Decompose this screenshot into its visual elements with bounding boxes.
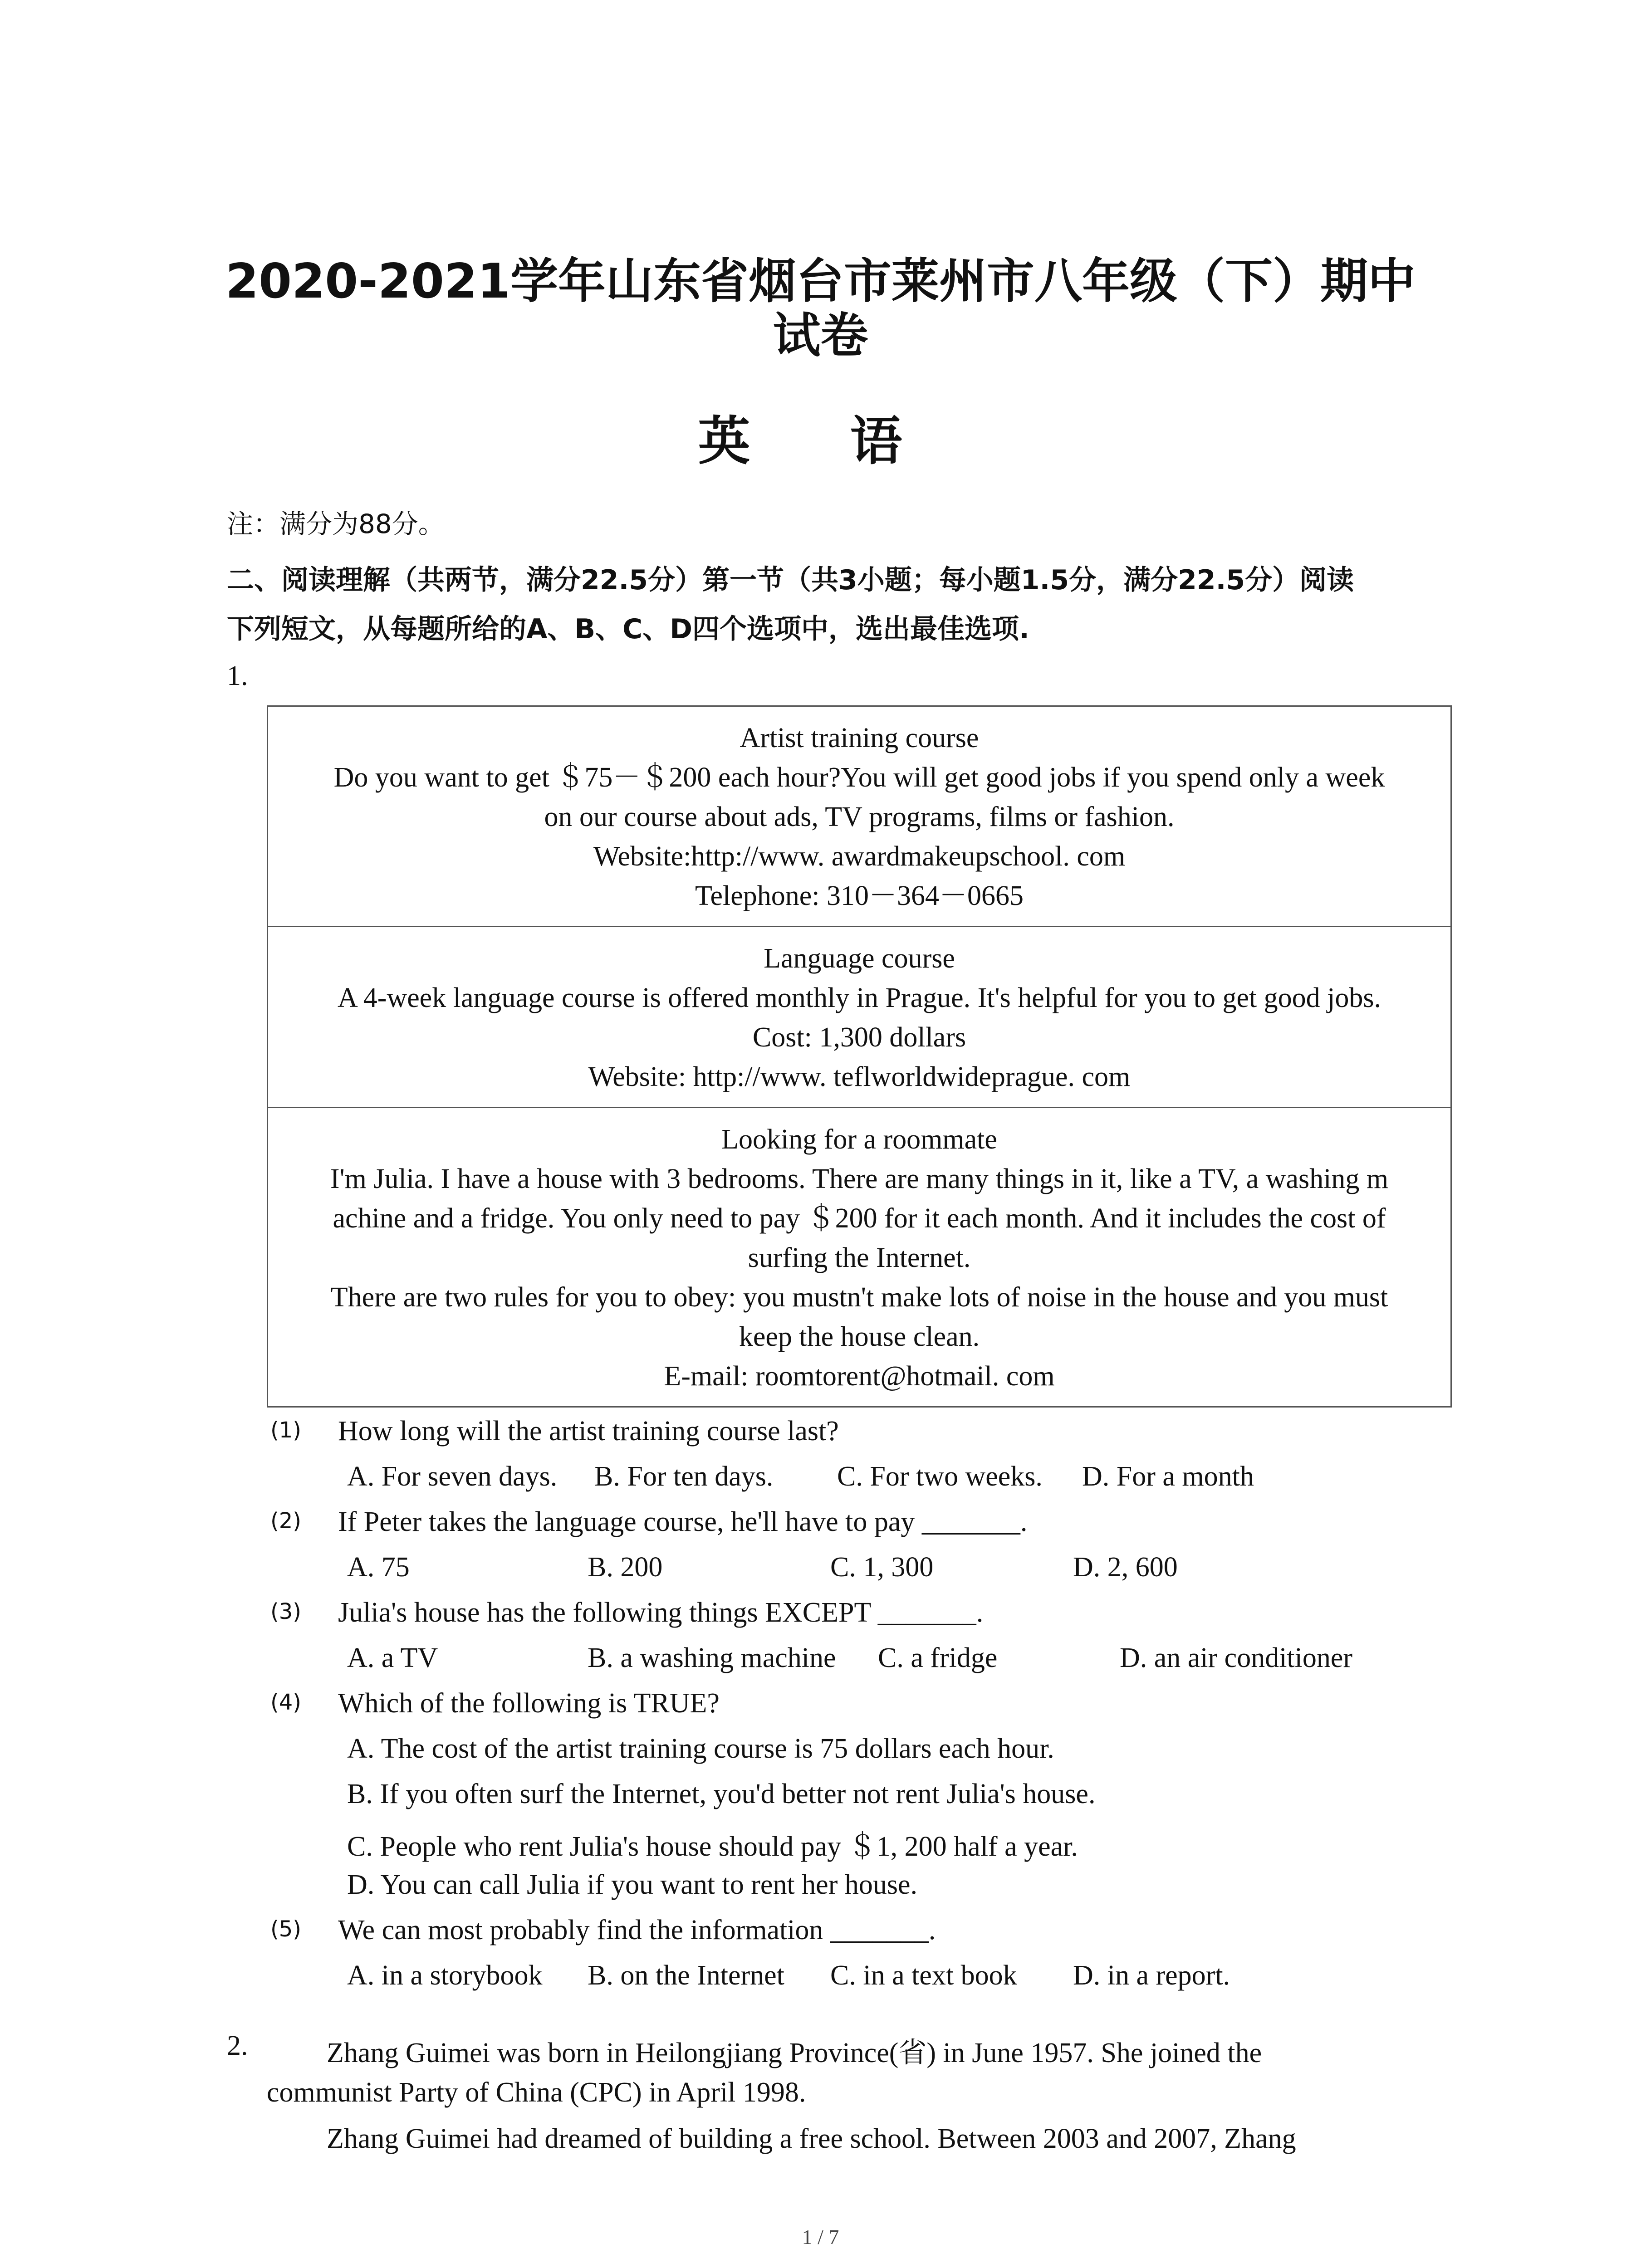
ad-line: surfing the Internet.: [748, 1242, 971, 1273]
ad-roommate: [268, 1108, 1450, 1406]
ad-language-course: [268, 927, 1450, 1108]
ad-line: achine and a fridge. You only need to pay ＄200 for it each month. And it includes the cost of: [333, 1203, 1386, 1234]
question-number-1: 1.: [227, 660, 248, 691]
option-a[interactable]: A. a TV: [347, 1642, 438, 1673]
option-c[interactable]: C. For two weeks.: [837, 1461, 1043, 1492]
ad-line: Looking for a roommate: [721, 1124, 997, 1155]
option-a[interactable]: A. in a storybook: [347, 1960, 543, 1991]
subquestion-stem: How long will the artist training course last?: [338, 1416, 839, 1447]
option-c[interactable]: C. a fridge: [878, 1642, 998, 1673]
section-instruction-line1: 二、阅读理解（共两节，满分22.5分）第一节（共3小题；每小题1.5分，满分22.5分）阅读: [227, 564, 1354, 596]
ad-line: A 4-week language course is offered monthly in Prague. It's helpful for you to get good jobs.: [337, 982, 1381, 1013]
ad-line: Website: http://www. teflworldwideprague. com: [588, 1061, 1131, 1092]
ads-table: [267, 705, 1452, 1408]
subquestion-label: (3): [270, 1599, 301, 1624]
passage-line: Zhang Guimei had dreamed of building a free school. Between 2003 and 2007, Zhang: [327, 2123, 1296, 2154]
option-b[interactable]: B. If you often surf the Internet, you'd better not rent Julia's house.: [347, 1779, 1096, 1809]
option-d[interactable]: D. an air conditioner: [1120, 1642, 1353, 1673]
score-note: 注：满分为88分。: [227, 508, 445, 539]
ad-line: I'm Julia. I have a house with 3 bedrooms. There are many things in it, like a TV, a washing m: [330, 1163, 1389, 1194]
ad-line: keep the house clean.: [739, 1321, 980, 1352]
subquestion-stem: We can most probably find the information _______.: [338, 1915, 936, 1945]
passage-line: communist Party of China (CPC) in April 1998.: [267, 2077, 806, 2108]
exam-title-line1: 2020-2021学年山东省烟台市莱州市八年级（下）期中: [225, 254, 1416, 309]
passage-line: Zhang Guimei was born in Heilongjiang Province(省) in June 1957. She joined the: [327, 2038, 1262, 2068]
section-instruction-line2: 下列短文，从每题所给的A、B、C、D四个选项中，选出最佳选项.: [227, 613, 1029, 645]
ad-line: Do you want to get ＄75－＄200 each hour?You will get good jobs if you spend only a week: [333, 762, 1385, 793]
option-b[interactable]: B. on the Internet: [588, 1960, 784, 1991]
subquestion-stem: Which of the following is TRUE?: [338, 1688, 720, 1719]
option-d[interactable]: D. You can call Julia if you want to rent her house.: [347, 1869, 917, 1900]
option-d[interactable]: D. in a report.: [1073, 1960, 1230, 1991]
question-number-2: 2.: [227, 2030, 248, 2061]
subquestion-label: (4): [270, 1690, 301, 1715]
ad-line: Website:http://www. awardmakeupschool. com: [593, 841, 1126, 872]
exam-title-line2: 试卷: [773, 308, 868, 363]
subquestion-stem: If Peter takes the language course, he'll have to pay _______.: [338, 1506, 1028, 1537]
option-d[interactable]: D. 2, 600: [1073, 1552, 1178, 1583]
ad-line: There are two rules for you to obey: you mustn't make lots of noise in the house and you must: [330, 1282, 1388, 1313]
option-a[interactable]: A. For seven days.: [347, 1461, 558, 1492]
ad-line: Language course: [764, 943, 955, 974]
page-number: 1 / 7: [802, 2225, 839, 2248]
option-c[interactable]: C. People who rent Julia's house should pay ＄1, 200 half a year.: [347, 1831, 1078, 1862]
ad-line: on our course about ads, TV programs, films or fashion.: [544, 802, 1175, 832]
ad-line: E-mail: roomtorent@hotmail. com: [664, 1361, 1055, 1392]
ad-line: Cost: 1,300 dollars: [752, 1022, 966, 1053]
option-a[interactable]: A. The cost of the artist training course is 75 dollars each hour.: [347, 1733, 1054, 1764]
subquestion-label: (2): [270, 1508, 301, 1534]
subquestion-stem: Julia's house has the following things EXCEPT _______.: [338, 1597, 984, 1628]
subquestion-label: (1): [270, 1418, 301, 1443]
option-b[interactable]: B. 200: [588, 1552, 663, 1583]
subquestion-label: (5): [270, 1916, 301, 1942]
ad-artist-training: [268, 707, 1450, 927]
option-a[interactable]: A. 75: [347, 1552, 410, 1583]
subject-heading: 英 语: [698, 411, 943, 472]
option-c[interactable]: C. 1, 300: [830, 1552, 934, 1583]
option-b[interactable]: B. For ten days.: [594, 1461, 774, 1492]
option-c[interactable]: C. in a text book: [830, 1960, 1017, 1991]
ad-line: Telephone: 310－364－0665: [695, 880, 1024, 911]
ad-line: Artist training course: [740, 723, 979, 753]
option-b[interactable]: B. a washing machine: [588, 1642, 836, 1673]
option-d[interactable]: D. For a month: [1082, 1461, 1254, 1492]
